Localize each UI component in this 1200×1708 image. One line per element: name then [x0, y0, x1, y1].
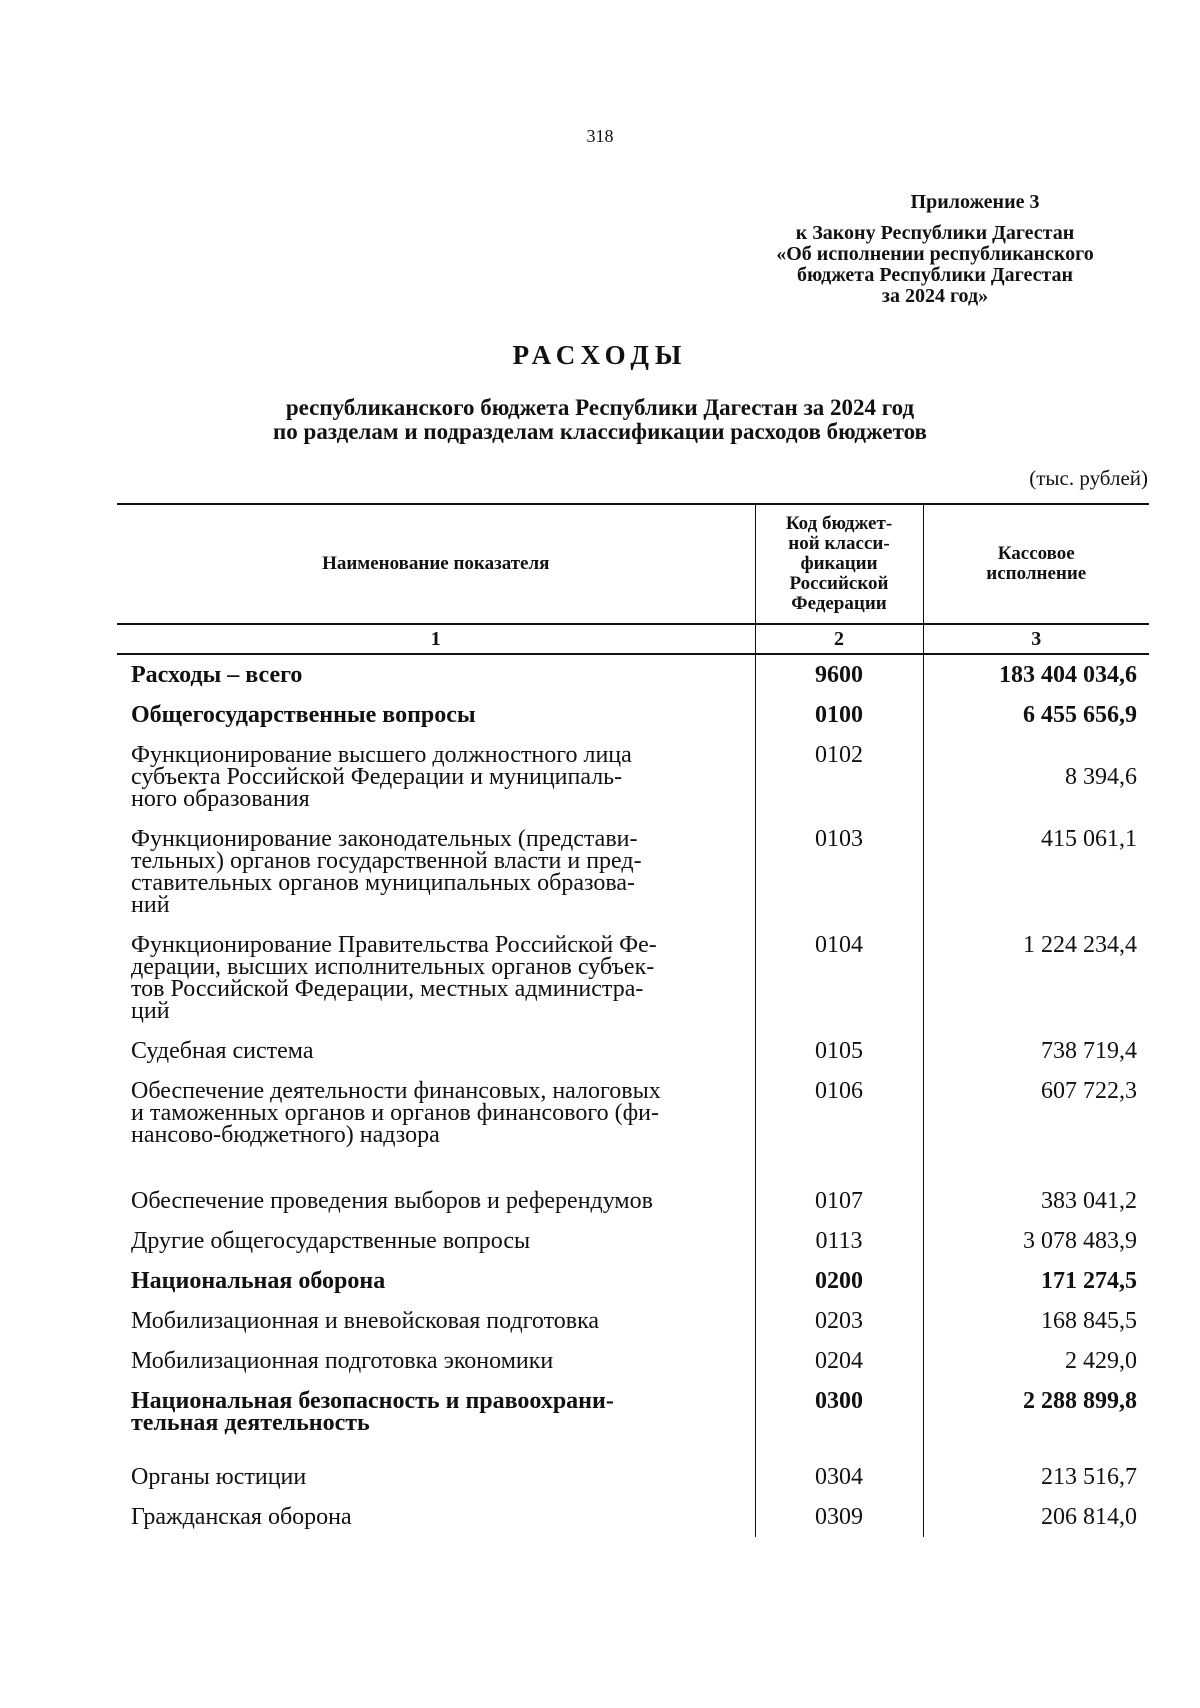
- table-row: [117, 1457, 1149, 1497]
- row-code: 0113: [755, 1221, 923, 1261]
- table-row: [117, 1341, 1149, 1381]
- header-amount: [923, 504, 1149, 624]
- row-amount: 168 845,5: [923, 1301, 1149, 1341]
- row-name: [117, 1497, 755, 1537]
- row-name: [117, 1071, 755, 1181]
- row-code: 0300: [755, 1381, 923, 1457]
- row-code: 0107: [755, 1181, 923, 1221]
- subtitle-line: по разделам и подразделам классификации расходов бюджетов: [273, 419, 927, 444]
- row-code: 9600: [755, 654, 923, 695]
- row-name: [117, 654, 755, 695]
- row-name: [117, 695, 755, 735]
- column-number: 3: [923, 624, 1149, 654]
- header-name: Наименование показателя: [117, 504, 755, 624]
- row-name: [117, 1301, 755, 1341]
- row-name-line: ний: [131, 892, 170, 918]
- row-name-line: Расходы – всего: [131, 662, 303, 688]
- row-name-line: Общегосударственные вопросы: [131, 702, 476, 728]
- header-code-line: Федерации: [791, 593, 887, 614]
- row-code: 0105: [755, 1031, 923, 1071]
- table-row: [117, 1221, 1149, 1261]
- row-name: [117, 1181, 755, 1221]
- table-row: [117, 1381, 1149, 1457]
- row-code: 0304: [755, 1457, 923, 1497]
- row-amount: 2 429,0: [923, 1341, 1149, 1381]
- row-name-line: субъекта Российской Федерации и муниципаль-: [131, 764, 623, 790]
- table-body: [117, 654, 1149, 1537]
- row-name: [117, 819, 755, 925]
- column-number: 2: [755, 624, 923, 654]
- row-code: 0200: [755, 1261, 923, 1301]
- appendix-line: к Закону Республики Дагестан: [795, 222, 1075, 244]
- row-code: 0100: [755, 695, 923, 735]
- row-amount: 213 516,7: [923, 1457, 1149, 1497]
- row-code: 0106: [755, 1071, 923, 1181]
- row-name-line: тов Российской Федерации, местных администра-: [131, 976, 644, 1002]
- header-amount-line: Кассовое: [997, 543, 1075, 564]
- row-name: [117, 1341, 755, 1381]
- row-name-line: Обеспечение деятельности финансовых, налоговых: [131, 1078, 661, 1104]
- table-row: [117, 1181, 1149, 1221]
- row-name-line: Национальная оборона: [131, 1268, 386, 1294]
- header-code-line: Российской: [789, 573, 889, 594]
- row-name-line: Обеспечение проведения выборов и референдумов: [131, 1188, 653, 1214]
- row-name-line: Органы юстиции: [131, 1464, 307, 1490]
- row-name-line: и таможенных органов и органов финансового (фи-: [131, 1100, 659, 1126]
- expenses-table: [117, 503, 1149, 1537]
- table-header-row: [117, 504, 1149, 624]
- row-code: 0309: [755, 1497, 923, 1537]
- column-number-row: [117, 624, 1149, 654]
- row-name-line: Мобилизационная подготовка экономики: [131, 1348, 554, 1374]
- row-name: [117, 1221, 755, 1261]
- row-amount: 183 404 034,6: [923, 654, 1149, 695]
- row-code: 0203: [755, 1301, 923, 1341]
- appendix-line: за 2024 год»: [881, 285, 989, 307]
- table-row: [117, 1071, 1149, 1181]
- row-amount: 1 224 234,4: [923, 925, 1149, 1031]
- row-name-line: Судебная система: [131, 1038, 314, 1064]
- row-amount: 206 814,0: [923, 1497, 1149, 1537]
- row-name: [117, 735, 755, 819]
- table-row: [117, 735, 1149, 819]
- row-name-line: тельная деятельность: [131, 1410, 370, 1436]
- appendix-line: бюджета Республики Дагестан: [796, 264, 1074, 286]
- row-name-line: Мобилизационная и вневойсковая подготовка: [131, 1308, 600, 1334]
- appendix-heading: Приложение 3: [910, 191, 1040, 213]
- row-name: [117, 1261, 755, 1301]
- row-name-line: Функционирование законодательных (представи-: [131, 826, 638, 852]
- table-row: [117, 1301, 1149, 1341]
- row-name-line: дерации, высших исполнительных органов субъек-: [131, 954, 655, 980]
- header-code: [755, 504, 923, 624]
- row-name-line: Гражданская оборона: [131, 1504, 352, 1530]
- row-name-line: Национальная безопасность и правоохрани-: [131, 1388, 614, 1414]
- row-name-line: тельных) органов государственной власти и пред-: [131, 848, 642, 874]
- row-name-line: Другие общегосударственные вопросы: [131, 1228, 531, 1254]
- row-code: 0204: [755, 1341, 923, 1381]
- row-code: 0102: [755, 735, 923, 819]
- units-label: (тыс. рублей): [1029, 466, 1148, 490]
- row-amount: 171 274,5: [923, 1261, 1149, 1301]
- subtitle-line: республиканского бюджета Республики Дагестан за 2024 год: [285, 395, 915, 420]
- table-row: [117, 654, 1149, 695]
- header-code-line: фикации: [800, 553, 878, 574]
- document-title: РАСХОДЫ: [512, 340, 688, 370]
- header-code-line: Код бюджет-: [785, 513, 893, 534]
- row-amount: 383 041,2: [923, 1181, 1149, 1221]
- table-row: [117, 819, 1149, 925]
- table-row: [117, 695, 1149, 735]
- header-code-line: ной класси-: [788, 533, 890, 554]
- document-subtitle: [0, 396, 1200, 444]
- row-code: 0103: [755, 819, 923, 925]
- table-row: [117, 1497, 1149, 1537]
- row-name-line: нансово-бюджетного) надзора: [131, 1122, 440, 1148]
- row-name-line: ставительных органов муниципальных образова-: [131, 870, 635, 896]
- row-amount: 6 455 656,9: [923, 695, 1149, 735]
- column-number: 1: [117, 624, 755, 654]
- row-name: [117, 1031, 755, 1071]
- row-name-line: Функционирование высшего должностного лица: [131, 742, 632, 768]
- row-code: 0104: [755, 925, 923, 1031]
- row-amount: 3 078 483,9: [923, 1221, 1149, 1261]
- row-name-line: Функционирование Правительства Российской Фе-: [131, 932, 657, 958]
- table-row: [117, 1031, 1149, 1071]
- row-name: [117, 1457, 755, 1497]
- row-amount: 738 719,4: [923, 1031, 1149, 1071]
- row-name-line: ций: [131, 998, 170, 1024]
- page-number: 318: [586, 126, 614, 146]
- row-name: [117, 925, 755, 1031]
- row-name-line: ного образования: [131, 786, 310, 812]
- row-amount: 8 394,6: [923, 735, 1149, 819]
- row-amount: 2 288 899,8: [923, 1381, 1149, 1457]
- row-amount: 607 722,3: [923, 1071, 1149, 1181]
- appendix-block: [700, 192, 1170, 307]
- table-row: [117, 1261, 1149, 1301]
- header-amount-line: исполнение: [986, 563, 1087, 584]
- row-name: [117, 1381, 755, 1457]
- row-amount: 415 061,1: [923, 819, 1149, 925]
- appendix-line: «Об исполнении республиканского: [776, 243, 1094, 265]
- table-row: [117, 925, 1149, 1031]
